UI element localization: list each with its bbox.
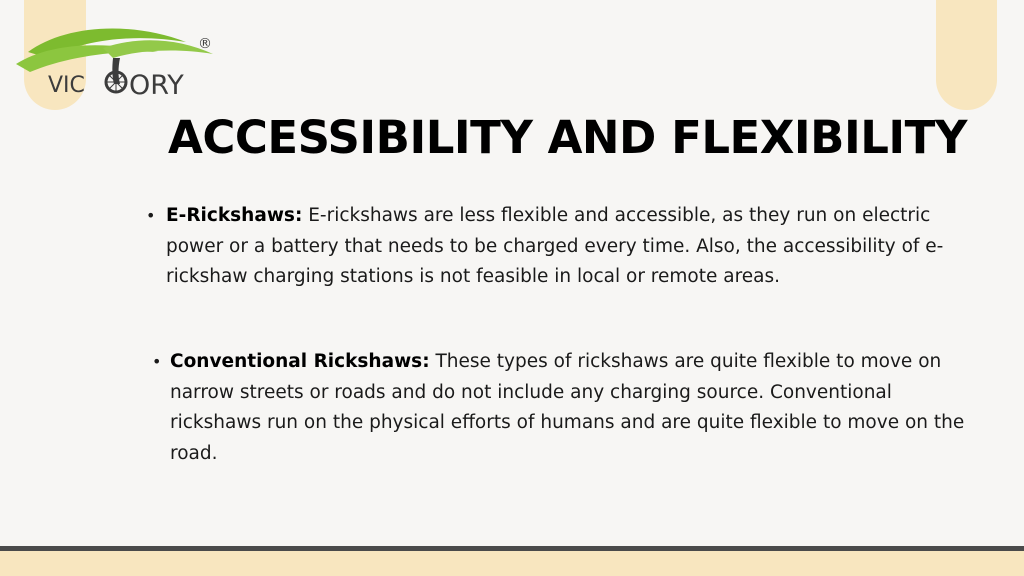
slide-title: ACCESSIBILITY AND FLEXIBILITY (168, 111, 967, 164)
victory-logo (8, 18, 223, 100)
decorative-tab-right (936, 0, 997, 110)
logo-leaf-right (103, 40, 213, 58)
logo-text-ory: ORY (129, 70, 184, 100)
bullet-marker: • (152, 352, 162, 371)
bullet-text: E-rickshaws are less flexible and accessible, as they run on electric power or a battery that needs to be charged every time. Also, the accessibility of e-rickshaw charging stations is not feasible in local or remote areas. (166, 205, 944, 287)
logo-wheel-icon (106, 72, 126, 92)
bullet-term: Conventional Rickshaws: (170, 351, 430, 372)
bullet-text: These types of rickshaws are quite flexible to move on narrow streets or roads and do not include any charging source. Conventional rickshaws run on the physical efforts of humans and are quite flexible to move on the road. (170, 351, 965, 464)
bullet-e-rickshaws (146, 201, 966, 293)
bullet-conventional-rickshaws (152, 347, 980, 469)
footer-band (0, 551, 1024, 576)
bullet-marker: • (146, 206, 156, 225)
bullet-term: E-Rickshaws: (166, 205, 303, 226)
logo-text-vic: VIC (48, 73, 85, 98)
logo-registered-mark: ® (198, 36, 212, 52)
